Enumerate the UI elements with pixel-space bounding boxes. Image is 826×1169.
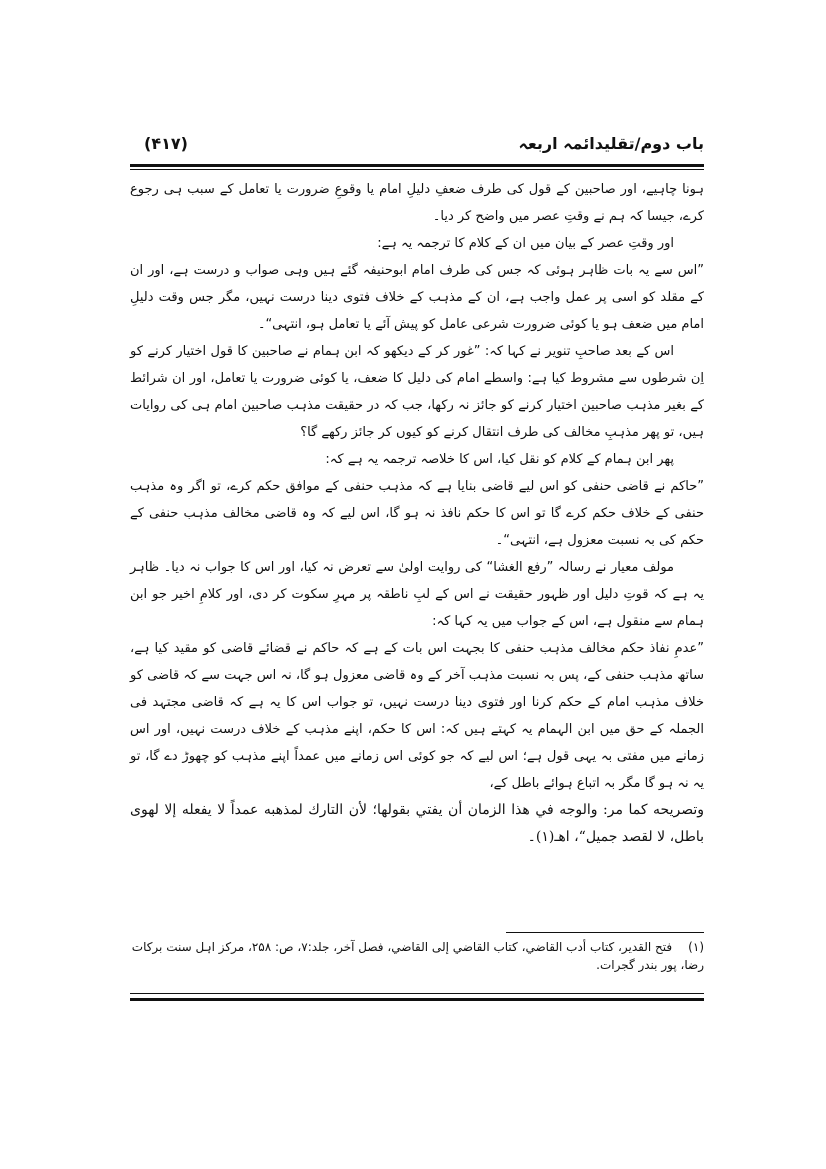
paragraph: اس کے بعد صاحبِ تنویر نے کہا کہ: ”غور کر کے دیکھو کہ ابن ہمام نے صاحبین کا قول اختیار کرنے کو اِن شرطوں سے مشروط کیا ہے: واسطے امام کی دلیل کا ضعف، یا کوئی ضرورت یا تعامل، اور ان شرائط کے بغیر مذہب صاحبین اختیار کرنے کو جائز نہ رکھا، جب کہ در حقیقت مذہب صاحبین امام ہی کی روایات ہیں، تو پھر مذہبِ مخالف کی طرف انتقال کرنے کو کیوں کر جائز رکھے گا؟ bbox=[130, 344, 704, 440]
arabic-quote: وتصريحه كما مر: والوجه في هذا الزمان أن يفتي بقولها؛ لأن التارك لمذهبه عمداً لا يفعله إلا لهوى باطل، لا لقصد جميل“، اهـ(۱)۔ bbox=[130, 802, 704, 845]
footer-rule-thin bbox=[130, 993, 704, 994]
quote-paragraph: ”حاکم نے قاضی حنفی کو اس لیے قاضی بنایا ہے کہ مذہب حنفی کے موافق حکم کرے، تو اگر وہ مذہب حنفی کے خلاف حکم کرے گا تو اس کا حکم نافذ نہ ہو گا، اس لیے کہ وہ قاضی مخالف مذہب حنفی کے حکم کی بہ نسبت معزول ہے، انتہی“۔ bbox=[130, 479, 704, 548]
header-rule bbox=[130, 164, 704, 167]
footnote-rule bbox=[506, 932, 704, 933]
paragraph: ہونا چاہیے، اور صاحبین کے قول کی طرف ضعفِ دلیلِ امام یا وقوعِ ضرورت یا تعامل کے سبب ہی رجوع کرے، جیسا کہ ہم نے وقتِ عصر میں واضح کر دیا۔ bbox=[130, 182, 704, 224]
body-text bbox=[130, 176, 704, 851]
page-header bbox=[130, 128, 704, 162]
quote-paragraph: ”عدمِ نفاذ حکم مخالف مذہب حنفی کا بجہت اس بات کے ہے کہ حاکم نے قضائے قاضی کو مقید کیا ہے، ساتھ مذہب حنفی کے، پس بہ نسبت مذہب آخر کے وہ قاضی معزول ہو گا، نہ اس جہت سے کہ قاضی کو خلاف مذہب امام کے حکم کرنا اور فتوی دینا درست نہیں، تو جواب اس کا یہ ہے کہ قاضی مجتہد فی الجملہ کے حق میں ابن الہمام یہ کہتے ہیں کہ: اس کا حکم، اپنے مذہب کے خلاف درست نہیں، اور اس زمانے میں مفتی بہ یہی قول ہے؛ اس لیے کہ جو کوئی اس زمانے میں عمداً اپنے مذہب کو چھوڑ دے گا، تو یہ نہ ہو گا مگر بہ اتباع ہوائے باطل کے، bbox=[130, 641, 704, 791]
chapter-title: باب دوم/تقلیدائمہ اربعہ bbox=[518, 134, 704, 153]
quote-paragraph: ”اس سے یہ بات ظاہر ہوئی کہ جس کی طرف امام ابوحنیفہ گئے ہیں وہی صواب و درست ہے، اور ان کے مقلد کو اسی پر عمل واجب ہے، ان کے مذہب کے خلاف فتوی دینا درست نہیں، مگر جس وقت دلیلِ امام میں ضعف ہو یا کوئی ضرورت شرعی عامل کو پیش آئے یا تعامل ہو، انتہی“۔ bbox=[130, 263, 704, 332]
paragraph: مولف معیار نے رسالہ ”رفع الغشا“ کی روایت اولیٰ سے تعرض نہ کیا، اور اس کا جواب نہ دیا۔ ظاہر یہ ہے کہ قوتِ دلیل اور ظہور حقیقت نے اس کے لبِ ناطقہ پر مہرِ سکوت کر دی، اور کلامِ اخیر جو ابن ہمام سے منقول ہے، اس کے جواب میں یہ کہا کہ: bbox=[130, 560, 704, 629]
header-rule-thin bbox=[130, 169, 704, 170]
paragraph: پھر ابن ہمام کے کلام کو نقل کیا، اس کا خلاصہ ترجمہ یہ ہے کہ: bbox=[325, 452, 674, 467]
page-number: (۴۱۷) bbox=[144, 134, 188, 153]
footnote bbox=[130, 938, 704, 974]
footnote-text: فتح القدير، كتاب أدب القاضي، كتاب القاضي إلى القاضي، فصل آخر، جلد:۷، ص: ۲۵۸، مرکز اہل سنت برکات رضا، پور بندر گجرات. bbox=[131, 940, 704, 972]
paragraph: اور وقتِ عصر کے بیان میں ان کے کلام کا ترجمہ یہ ہے: bbox=[377, 236, 674, 251]
footnote-number: (۱) bbox=[688, 940, 704, 954]
footer-rule bbox=[130, 998, 704, 1001]
